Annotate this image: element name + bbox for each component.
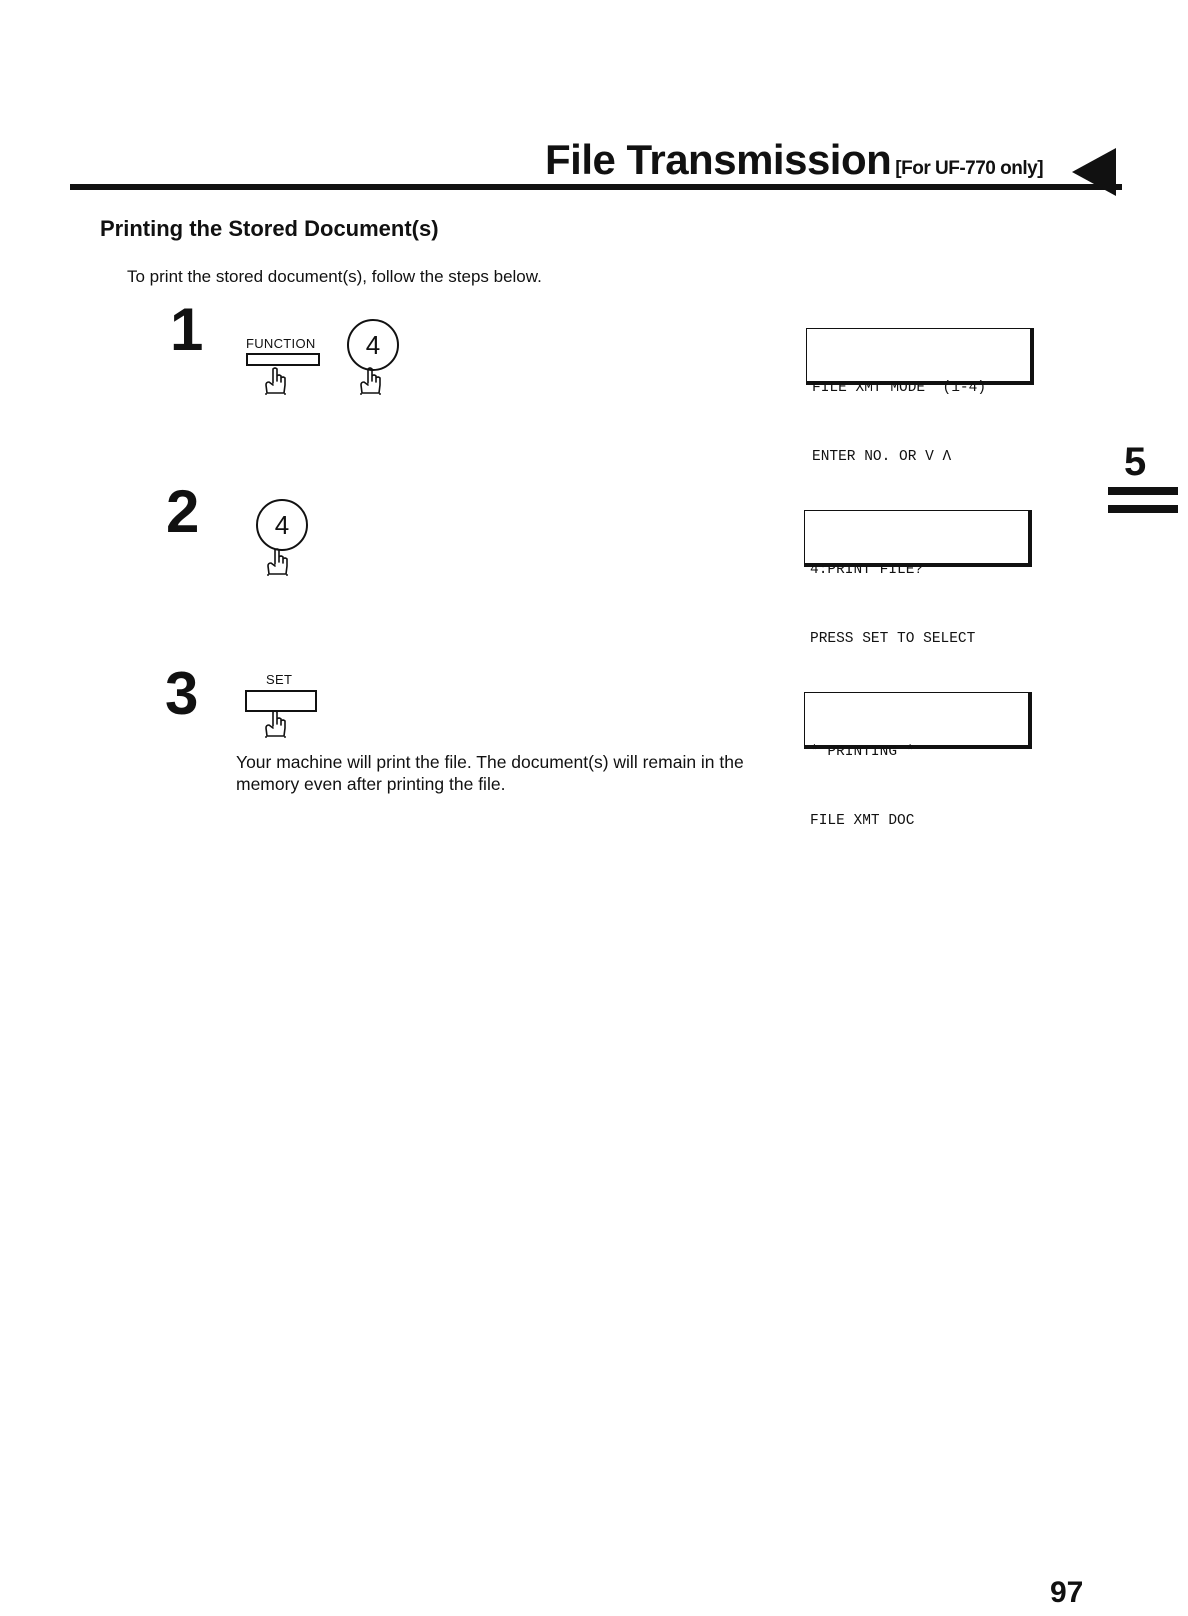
header-rule	[70, 184, 1122, 190]
page-number: 97	[1050, 1576, 1084, 1609]
intro-text: To print the stored document(s), follow the steps below.	[127, 267, 542, 286]
step-2-number: 2	[166, 478, 200, 545]
chapter-bar	[1108, 487, 1178, 495]
lcd-line-2: PRESS SET TO SELECT	[810, 631, 976, 647]
digit-4-key[interactable]: 4	[256, 499, 308, 551]
title-text: File Transmission	[545, 136, 892, 183]
set-key-label: SET	[266, 672, 293, 687]
pointing-hand-icon	[262, 367, 290, 397]
lcd-line-1: FILE XMT MODE (1-4)	[812, 380, 987, 396]
pointing-hand-icon	[357, 367, 385, 397]
lcd-line-2: FILE XMT DOC	[810, 813, 915, 829]
lcd-display-step-2	[804, 510, 1032, 647]
step-3-description: Your machine will print the file. The document(s) will remain in the memory even after printing the file.	[236, 752, 744, 794]
lcd-line-2: ENTER NO. OR V Λ	[812, 449, 952, 465]
pointing-hand-icon	[264, 548, 292, 578]
lcd-line-1: * PRINTING *	[810, 744, 915, 760]
chapter-bar	[1108, 505, 1178, 513]
lcd-line-1: 4:PRINT FILE?	[810, 562, 924, 578]
function-key-label: FUNCTION	[246, 336, 316, 351]
step-3-number: 3	[165, 660, 199, 727]
digit-4-key[interactable]: 4	[347, 319, 399, 371]
chapter-number: 5	[1124, 440, 1147, 484]
lcd-display-step-1	[806, 328, 1034, 465]
set-key[interactable]	[245, 690, 317, 712]
left-triangle-arrow-icon	[1072, 148, 1116, 196]
page-title	[545, 136, 1043, 184]
function-key[interactable]	[246, 353, 320, 366]
lcd-display-step-3	[804, 692, 1032, 829]
section-heading: Printing the Stored Document(s)	[100, 216, 439, 241]
title-subtitle: [For UF-770 only]	[895, 158, 1044, 179]
step-1-number: 1	[170, 296, 204, 363]
pointing-hand-icon	[262, 710, 290, 740]
